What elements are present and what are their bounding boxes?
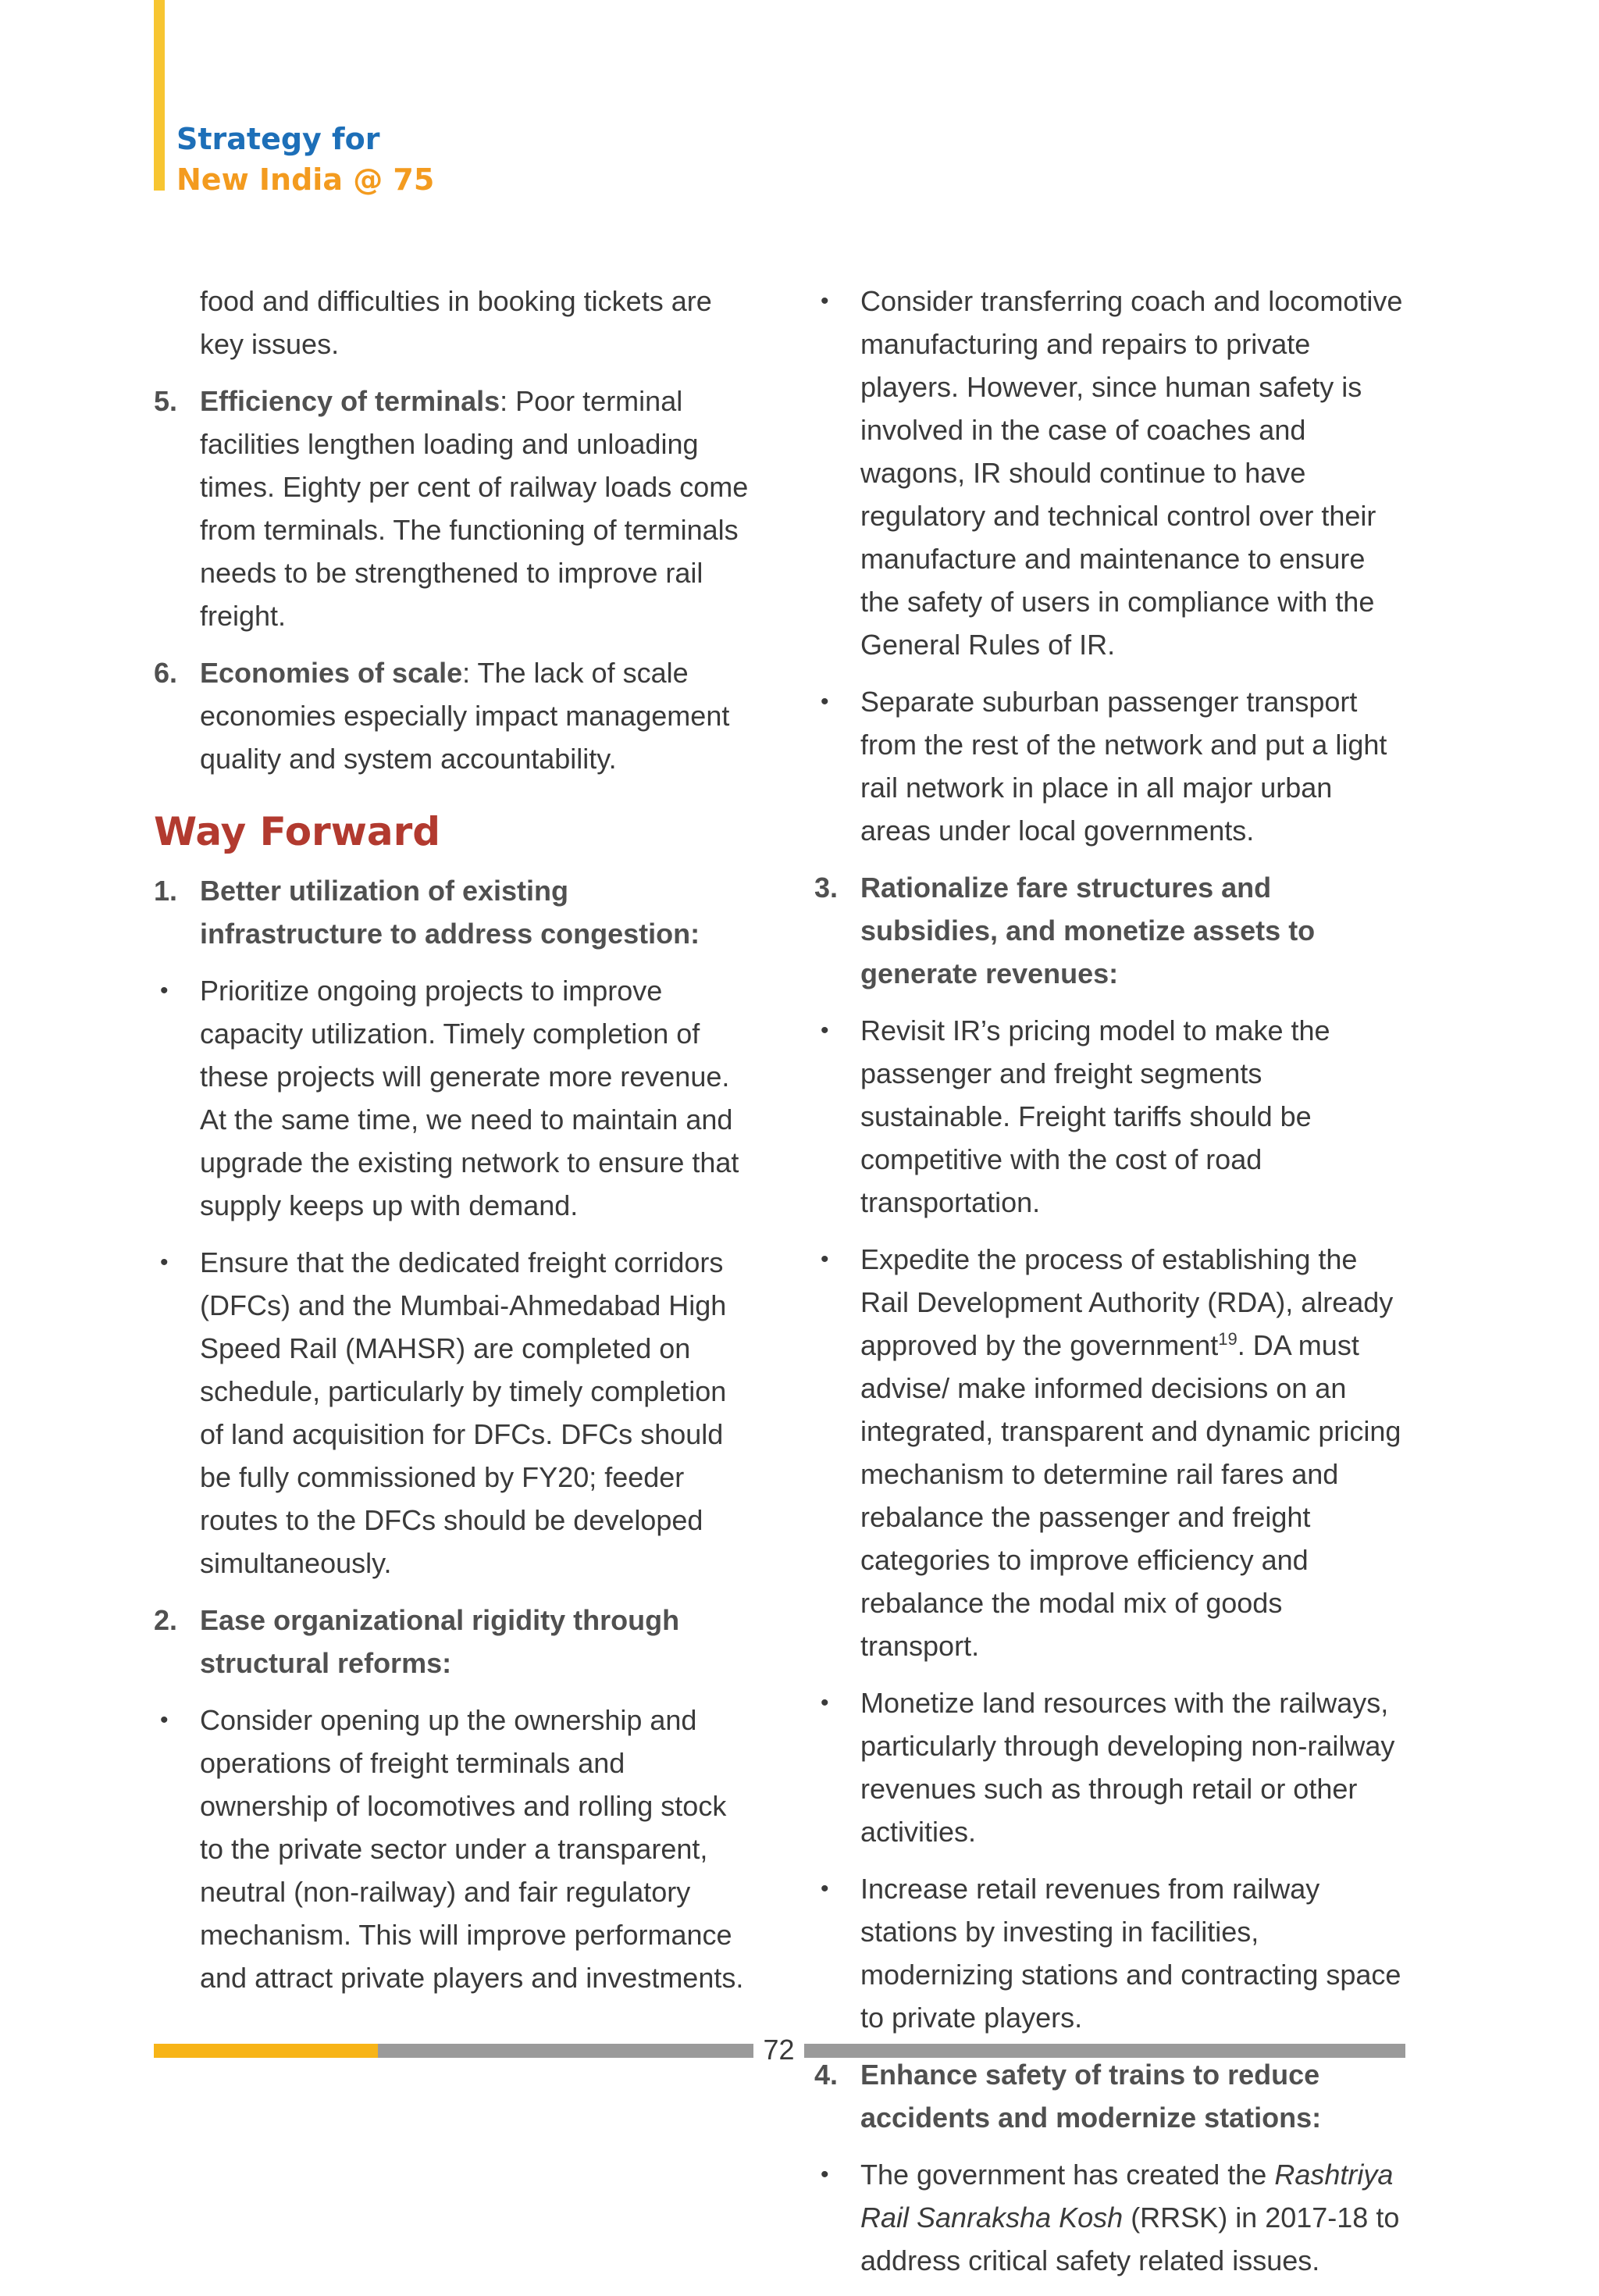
numbered-heading-3 xyxy=(814,866,1408,995)
bullet-item xyxy=(154,1699,755,1999)
item-text: : Poor terminal facilities lengthen loading and unloading times. Eighty per cent of railway loads come from terminals. The functioning of terminals needs to be strengthened to improve rail freight. xyxy=(200,385,749,632)
bullet-text-cont: (RRSK) in 2017-18 to address critical safety related issues. xyxy=(860,2202,1400,2276)
bullet-item xyxy=(814,2153,1408,2282)
bullet-text: Ensure that the dedicated freight corridors (DFCs) and the Mumbai-Ahmedabad High Speed Rail (MAHSR) are completed on schedule, particularly by timely completion of land acquisition for DFCs. DFCs should be fully commissioned by FY20; feeder routes to the DFCs should be developed simultaneously. xyxy=(200,1246,727,1579)
bullet-item xyxy=(154,969,755,1227)
heading-number: 4. xyxy=(814,2059,839,2091)
footer-bar-accent xyxy=(154,2044,378,2058)
heading-text: Enhance safety of trains to reduce accidents and modernize stations: xyxy=(860,2059,1322,2134)
bullet-item xyxy=(814,1238,1408,1667)
bullet-text: Consider transferring coach and locomotive manufacturing and repairs to private players. However, since human safety is involved in the case of coaches and wagons, IR should continue to have regulatory and technical control over their manufacture and maintenance to ensure the safety of users in compliance with the General Rules of IR. xyxy=(860,285,1403,661)
bullet-icon: • xyxy=(821,689,829,715)
italic-term: Rashtriya Rail Sanraksha Kosh xyxy=(860,2159,1394,2234)
bullet-icon: • xyxy=(821,1018,829,1043)
bullet-text: Monetize land resources with the railways, particularly through developing non-railway revenues such as through retail or other activities. xyxy=(860,1687,1395,1848)
bullet-item xyxy=(814,1681,1408,1853)
bullet-icon: • xyxy=(821,1876,829,1902)
left-column xyxy=(154,280,755,2013)
heading-number: 2. xyxy=(154,1604,178,1636)
bullet-text: Prioritize ongoing projects to improve capacity utilization. Timely completion of these projects will generate more revenue. At the same time, we need to maintain and upgrade the existing network to ensure that supply keeps up with demand. xyxy=(200,975,739,1221)
heading-number: 1. xyxy=(154,875,178,907)
bullet-item xyxy=(814,680,1408,852)
bullet-text: Consider opening up the ownership and operations of freight terminals and ownership of locomotives and rolling stock to the private sector under a transparent, neutral (non-railway) and fair regulatory mechanism. This will improve performance and attract private players and investments. xyxy=(200,1704,744,1994)
bullet-icon: • xyxy=(160,978,169,1004)
bullet-icon: • xyxy=(821,1246,829,1272)
item-heading: Efficiency of terminals xyxy=(200,385,500,417)
numbered-heading-2 xyxy=(154,1599,755,1685)
header-accent-bar xyxy=(154,0,165,191)
bullet-icon: • xyxy=(821,288,829,314)
running-header xyxy=(176,119,434,200)
item-number: 5. xyxy=(154,385,178,417)
continued-paragraph: food and difficulties in booking tickets are key issues. xyxy=(200,285,712,360)
bullet-text: Separate suburban passenger transport from the rest of the network and put a light rail network in place in all major urban areas under local governments. xyxy=(860,686,1387,847)
bullet-icon: • xyxy=(821,1690,829,1716)
list-item-6 xyxy=(154,651,755,780)
item-number: 6. xyxy=(154,657,178,689)
numbered-heading-4 xyxy=(814,2053,1408,2139)
right-column xyxy=(814,280,1408,2296)
footer-bar-right xyxy=(804,2044,1405,2058)
bullet-text: The government has created the xyxy=(860,2159,1275,2191)
header-line-2: New India @ 75 xyxy=(176,162,435,197)
list-item-5 xyxy=(154,380,755,637)
bullet-text-cont: . DA must advise/ make informed decisions on an integrated, transparent and dynamic pricing mechanism to determine rail fares and rebalance the passenger and freight categories to improve efficiency and rebalance the modal mix of goods transport. xyxy=(860,1329,1401,1662)
footer-bar-left xyxy=(378,2044,753,2058)
heading-number: 3. xyxy=(814,872,839,904)
section-title: Way Forward xyxy=(154,809,441,854)
bullet-item xyxy=(814,1009,1408,1224)
bullet-item xyxy=(814,280,1408,666)
numbered-heading-1 xyxy=(154,869,755,955)
bullet-text: Increase retail revenues from railway stations by investing in facilities, modernizing stations and contracting space to private players. xyxy=(860,1873,1401,2034)
page-number: 72 xyxy=(763,2034,795,2066)
item-heading: Economies of scale xyxy=(200,657,463,689)
bullet-item xyxy=(154,1241,755,1585)
bullet-icon: • xyxy=(160,1707,169,1733)
heading-text: Ease organizational rigidity through structural reforms: xyxy=(200,1604,680,1679)
bullet-item xyxy=(814,1867,1408,2039)
header-line-1: Strategy for xyxy=(176,122,380,156)
footnote-ref: 19 xyxy=(1218,1329,1238,1349)
bullet-icon: • xyxy=(821,2162,829,2187)
bullet-text: Expedite the process of establishing the Rail Development Authority (RDA), already approved by the government xyxy=(860,1243,1394,1361)
bullet-text: Revisit IR’s pricing model to make the passenger and freight segments sustainable. Freight tariffs should be competitive with the cost of road transportation. xyxy=(860,1014,1330,1218)
bullet-icon: • xyxy=(160,1250,169,1275)
item-text: : The lack of scale economies especially impact management quality and system accountability. xyxy=(200,657,730,775)
heading-text: Rationalize fare structures and subsidies, and monetize assets to generate revenues: xyxy=(860,872,1316,989)
heading-text: Better utilization of existing infrastructure to address congestion: xyxy=(200,875,700,950)
